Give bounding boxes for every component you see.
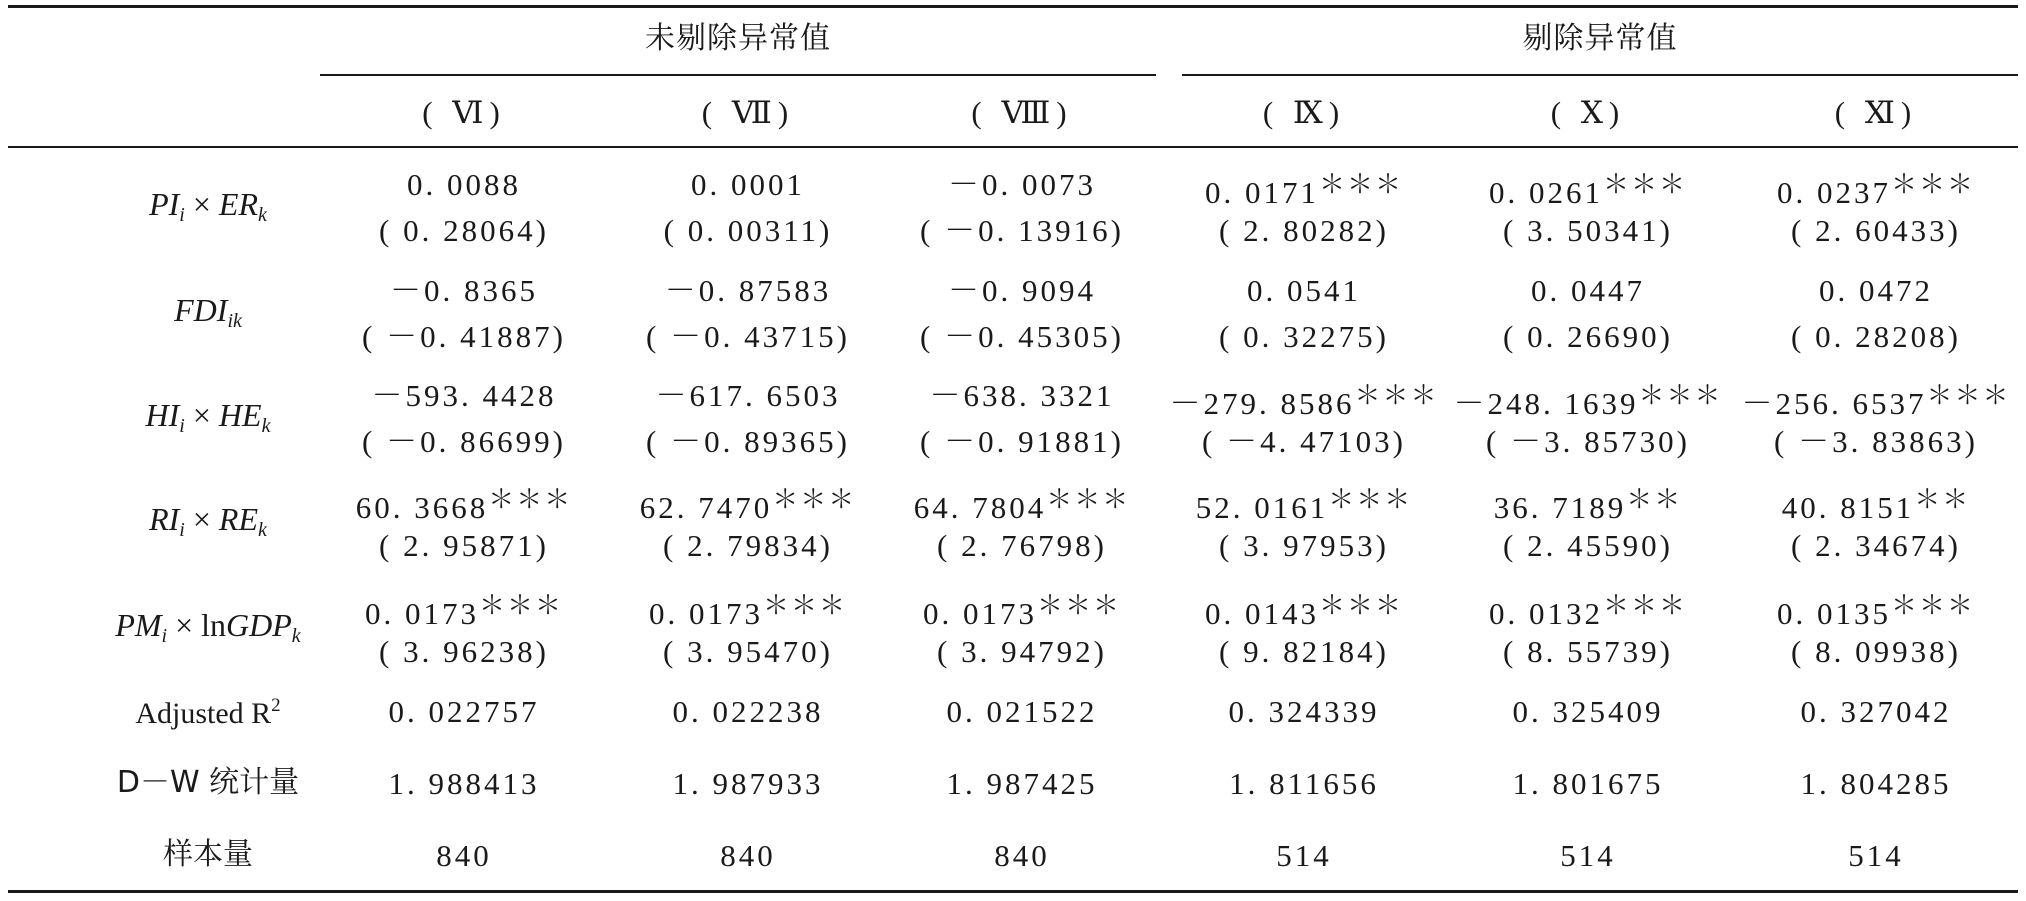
t-statistic: ( 3. 95470) (663, 634, 833, 669)
significance-stars: ＊＊＊ (1926, 381, 2011, 410)
t-statistic: ( 3. 94792) (937, 634, 1107, 669)
significance-stars: ＊＊＊ (1046, 485, 1131, 514)
t-statistic: ( 2. 60433) (1791, 213, 1961, 248)
row-label-main: HI (145, 397, 180, 433)
row-label-sub: i (179, 519, 185, 541)
significance-stars: ＊＊＊ (1890, 591, 1975, 620)
coefficient-line (882, 373, 1162, 419)
column-header: ( Ⅷ) (971, 95, 1073, 130)
significance-stars: ＊＊＊ (1890, 170, 1975, 199)
coefficient-value: 0. 0143 (1204, 596, 1319, 631)
coefficient-value: －279. 8586 (1169, 386, 1355, 421)
t-statistic: ( 0. 26690) (1503, 319, 1673, 354)
group-rule-left (320, 74, 1156, 76)
coefficient-value: 0. 0447 (1531, 273, 1645, 308)
significance-stars: ＊＊＊ (762, 591, 847, 620)
coefficient-value: 64. 7804 (913, 490, 1047, 525)
coefficient-cell (1448, 373, 1728, 465)
significance-stars: ＊＊＊ (1602, 170, 1687, 199)
sample-size-value: 840 (720, 838, 776, 873)
row-label-main: FDI (174, 292, 228, 328)
coefficient-cell (1448, 268, 1728, 360)
row-label-main2: HE (218, 397, 262, 433)
coefficient-line (608, 583, 888, 629)
coefficient-value: 0. 0171 (1204, 175, 1319, 210)
coefficient-cell (608, 268, 888, 360)
adjusted-r2-value: 0. 324339 (1228, 694, 1380, 729)
coefficient-cell (608, 373, 888, 465)
coefficient-line (1164, 583, 1444, 629)
row-label-main: PI (149, 186, 180, 222)
sample-size-value: 514 (1276, 838, 1332, 873)
column-header: ( Ⅵ) (422, 95, 506, 130)
t-statistic: ( 3. 96238) (379, 634, 549, 669)
coefficient-line (324, 477, 604, 523)
t-statistic: ( －4. 47103) (1202, 424, 1406, 459)
coefficient-value: －638. 3321 (929, 378, 1115, 413)
sample-size-value: 840 (994, 838, 1050, 873)
coefficient-value: －256. 6537 (1741, 386, 1927, 421)
coefficient-cell (1448, 477, 1728, 569)
coefficient-cell (1164, 583, 1444, 675)
column-header: ( Ⅹ) (1550, 95, 1626, 130)
coefficient-value: 60. 3668 (355, 490, 489, 525)
coefficient-value: －248. 1639 (1453, 386, 1639, 421)
t-statistic: ( －0. 89365) (646, 424, 850, 459)
t-statistic: ( 2. 95871) (379, 528, 549, 563)
adjusted-r2-label-text: Adjusted R (135, 697, 272, 730)
t-statistic: ( 2. 80282) (1219, 213, 1389, 248)
row-label-sub: ik (227, 310, 242, 332)
coefficient-line (1448, 373, 1728, 419)
row-label-main2: GDP (226, 607, 292, 643)
coefficient-line (608, 373, 888, 419)
coefficient-cell (1736, 477, 2016, 569)
t-statistic: ( －0. 91881) (920, 424, 1124, 459)
row-label-sub: i (179, 415, 185, 437)
adjusted-r2-value: 0. 022238 (672, 694, 824, 729)
coefficient-value: 0. 0173 (364, 596, 479, 631)
sample-size-value: 514 (1848, 838, 1904, 873)
coefficient-cell (1164, 162, 1444, 254)
coefficient-value: 0. 0173 (922, 596, 1037, 631)
significance-stars: ＊＊＊ (478, 591, 563, 620)
coefficient-value: －0. 8365 (390, 273, 538, 308)
dw-statistic-value: 1. 804285 (1800, 766, 1952, 801)
coefficient-line (1164, 162, 1444, 208)
coefficient-line (324, 373, 604, 419)
coefficient-cell (608, 162, 888, 254)
coefficient-line (1164, 373, 1444, 419)
coefficient-line (608, 162, 888, 208)
group-header-filtered: 剔除异常值 (1522, 21, 1678, 56)
row-label-operator: × (184, 501, 219, 537)
coefficient-value: －593. 4428 (371, 378, 557, 413)
coefficient-cell (324, 477, 604, 569)
coefficient-value: 0. 0173 (648, 596, 763, 631)
column-header: ( Ⅺ) (1834, 95, 1918, 130)
t-statistic: ( 8. 09938) (1791, 634, 1961, 669)
t-statistic: ( 0. 32275) (1219, 319, 1389, 354)
dw-statistic-value: 1. 987425 (946, 766, 1098, 801)
row-label-main2: RE (218, 501, 258, 537)
coefficient-cell (324, 162, 604, 254)
coefficient-value: 62. 7470 (639, 490, 773, 525)
t-statistic: ( 2. 79834) (663, 528, 833, 563)
sample-size-value: 514 (1560, 838, 1616, 873)
coefficient-line (1736, 583, 2016, 629)
coefficient-cell (882, 583, 1162, 675)
row-label-sub2: k (261, 415, 271, 437)
coefficient-value: －0. 87583 (664, 273, 832, 308)
t-statistic: ( 2. 45590) (1503, 528, 1673, 563)
significance-stars: ＊＊＊ (1354, 381, 1439, 410)
coefficient-value: －617. 6503 (655, 378, 841, 413)
adjusted-r2-value: 0. 325409 (1512, 694, 1664, 729)
coefficient-cell (324, 268, 604, 360)
coefficient-cell (1736, 373, 2016, 465)
dw-statistic-value: 1. 811656 (1229, 766, 1379, 801)
coefficient-cell (882, 373, 1162, 465)
coefficient-line (608, 268, 888, 314)
coefficient-line (1448, 477, 1728, 523)
column-header: ( Ⅶ) (701, 95, 795, 130)
coefficient-line (882, 477, 1162, 523)
significance-stars: ＊＊＊ (488, 485, 573, 514)
significance-stars: ＊＊＊ (1638, 381, 1723, 410)
coefficient-value: 0. 0261 (1488, 175, 1603, 210)
coefficient-cell (324, 583, 604, 675)
row-label-sub2: k (258, 519, 267, 541)
coefficient-value: 0. 0237 (1776, 175, 1891, 210)
dw-statistic-value: 1. 987933 (672, 766, 824, 801)
coefficient-value: 0. 0088 (407, 167, 521, 202)
coefficient-cell (1448, 583, 1728, 675)
coefficient-line (1736, 162, 2016, 208)
group-rule-right (1182, 74, 2018, 76)
coefficient-line (1736, 373, 2016, 419)
header-bottom-rule (8, 146, 2018, 148)
significance-stars: ＊＊＊ (1602, 591, 1687, 620)
coefficient-line (1164, 268, 1444, 314)
row-label-sub2: k (291, 625, 301, 647)
coefficient-cell (882, 477, 1162, 569)
significance-stars: ＊＊＊ (1036, 591, 1121, 620)
row-label-operator: × ln (167, 607, 227, 643)
t-statistic: ( 3. 97953) (1219, 528, 1389, 563)
t-statistic: ( 0. 28208) (1791, 319, 1961, 354)
t-statistic: ( －0. 41887) (362, 319, 566, 354)
t-statistic: ( －0. 45305) (920, 319, 1124, 354)
coefficient-cell (1736, 268, 2016, 360)
significance-stars: ＊＊ (1626, 485, 1683, 514)
row-label-operator: × (184, 186, 219, 222)
row-label-main: RI (149, 501, 180, 537)
coefficient-line (1164, 477, 1444, 523)
coefficient-value: －0. 0073 (948, 167, 1096, 202)
coefficient-value: 36. 7189 (1493, 490, 1627, 525)
coefficient-cell (1164, 268, 1444, 360)
significance-stars: ＊＊＊ (1328, 485, 1413, 514)
coefficient-line (1736, 477, 2016, 523)
coefficient-line (608, 477, 888, 523)
row-label-main2: ER (218, 186, 258, 222)
coefficient-value: 0. 0001 (691, 167, 805, 202)
t-statistic: ( 0. 00311) (663, 213, 833, 248)
adjusted-r2-value: 0. 021522 (946, 694, 1098, 729)
coefficient-cell (882, 162, 1162, 254)
group-header-unfiltered: 未剔除异常值 (645, 21, 831, 56)
significance-stars: ＊＊＊ (1318, 591, 1403, 620)
coefficient-cell (1164, 477, 1444, 569)
t-statistic: ( －0. 13916) (920, 213, 1124, 248)
row-label-main: PM (115, 607, 162, 643)
significance-stars: ＊＊＊ (772, 485, 857, 514)
dw-statistic-label: D－W 统计量 (116, 765, 300, 800)
coefficient-value: 0. 0541 (1247, 273, 1361, 308)
t-statistic: ( －3. 85730) (1486, 424, 1690, 459)
bottom-rule (8, 890, 2018, 893)
t-statistic: ( －0. 86699) (362, 424, 566, 459)
t-statistic: ( 2. 34674) (1791, 528, 1961, 563)
top-rule (8, 5, 2018, 8)
t-statistic: ( －3. 83863) (1774, 424, 1978, 459)
row-label-sub: i (161, 625, 168, 647)
coefficient-line (1736, 268, 2016, 314)
coefficient-line (882, 583, 1162, 629)
coefficient-line (1448, 162, 1728, 208)
coefficient-cell (1448, 162, 1728, 254)
coefficient-cell (324, 373, 604, 465)
row-label-sub2: k (258, 204, 267, 226)
sample-size-value: 840 (436, 838, 492, 873)
adjusted-r2-label-sup: 2 (271, 695, 281, 716)
coefficient-line (324, 268, 604, 314)
dw-statistic-value: 1. 988413 (388, 766, 540, 801)
coefficient-line (1448, 583, 1728, 629)
coefficient-cell (608, 477, 888, 569)
coefficient-cell (608, 583, 888, 675)
coefficient-value: 0. 0135 (1776, 596, 1891, 631)
adjusted-r2-value: 0. 022757 (388, 694, 540, 729)
coefficient-line (1448, 268, 1728, 314)
t-statistic: ( －0. 43715) (646, 319, 850, 354)
coefficient-value: －0. 9094 (948, 273, 1096, 308)
coefficient-line (882, 162, 1162, 208)
coefficient-cell (882, 268, 1162, 360)
significance-stars: ＊＊＊ (1318, 170, 1403, 199)
dw-statistic-value: 1. 801675 (1512, 766, 1664, 801)
column-header: ( Ⅸ) (1262, 95, 1346, 130)
significance-stars: ＊＊ (1914, 485, 1971, 514)
coefficient-cell (1736, 162, 2016, 254)
coefficient-value: 52. 0161 (1195, 490, 1329, 525)
row-label-sub: i (179, 204, 185, 226)
coefficient-value: 0. 0472 (1819, 273, 1933, 308)
coefficient-value: 40. 8151 (1781, 490, 1915, 525)
coefficient-line (324, 583, 604, 629)
t-statistic: ( 0. 28064) (379, 213, 549, 248)
t-statistic: ( 2. 76798) (937, 528, 1107, 563)
sample-size-label: 样本量 (163, 837, 253, 872)
t-statistic: ( 8. 55739) (1503, 634, 1673, 669)
row-label-operator: × (184, 397, 219, 433)
t-statistic: ( 3. 50341) (1503, 213, 1673, 248)
coefficient-cell (1736, 583, 2016, 675)
coefficient-value: 0. 0132 (1488, 596, 1603, 631)
adjusted-r2-value: 0. 327042 (1800, 694, 1952, 729)
t-statistic: ( 9. 82184) (1219, 634, 1389, 669)
coefficient-line (324, 162, 604, 208)
coefficient-line (882, 268, 1162, 314)
coefficient-cell (1164, 373, 1444, 465)
